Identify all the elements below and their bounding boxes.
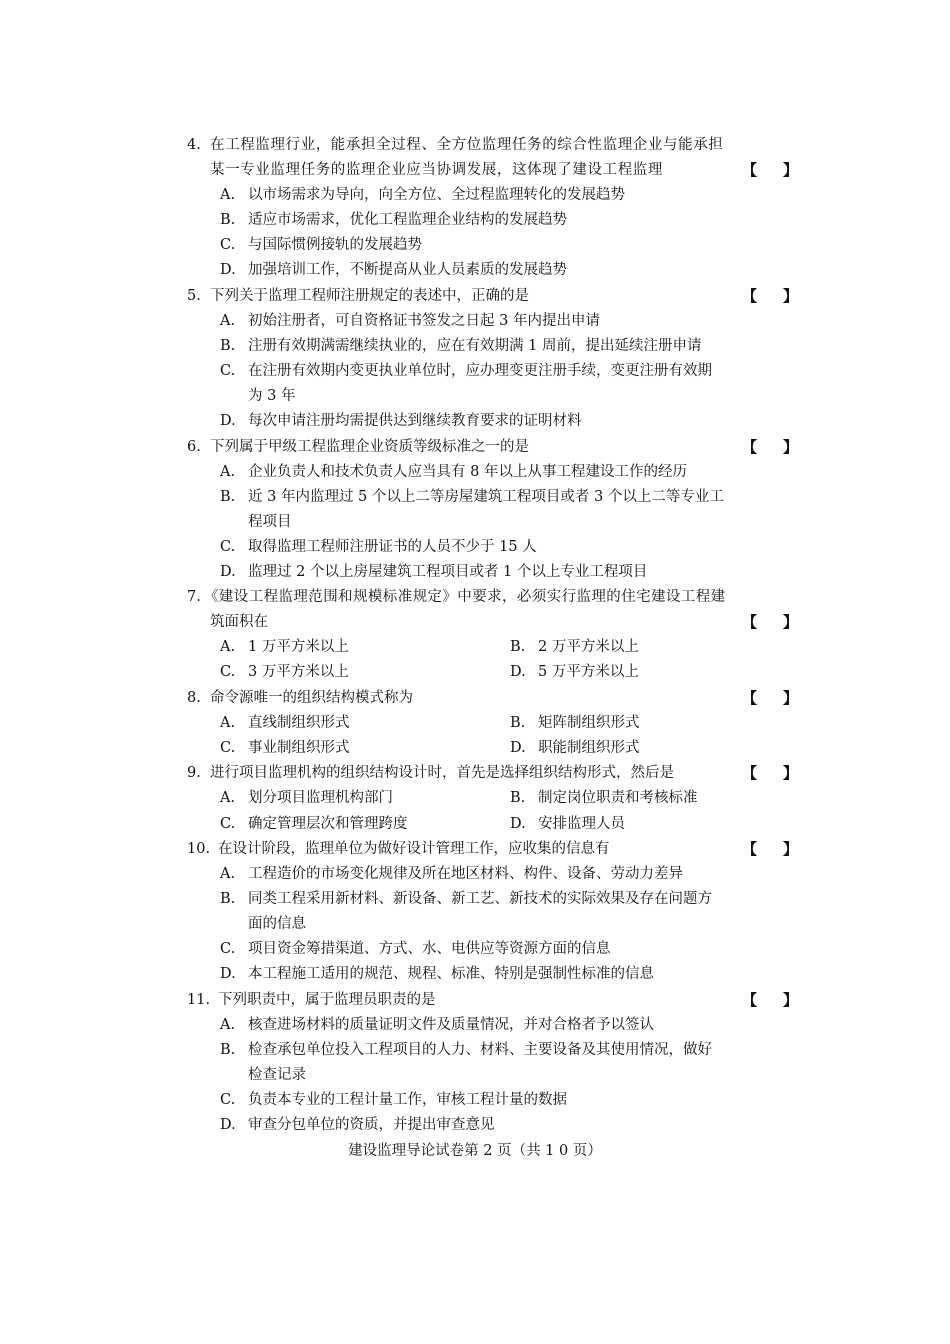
answer-bracket-11: 【 】: [742, 991, 798, 1009]
question-11-option-c: C. 负责本专业的工程计量工作，审核工程计量的数据: [220, 1092, 567, 1108]
question-6-number: 6.: [187, 439, 201, 455]
question-10-stem: 在设计阶段，监理单位为做好设计管理工作，应收集的信息有: [218, 841, 610, 857]
question-9-stem: 进行项目监理机构的组织结构设计时，首先是选择组织结构形式，然后是: [210, 765, 674, 781]
question-4-number: 4.: [187, 137, 201, 153]
question-5-stem: 下列关于监理工程师注册规定的表述中，正确的是: [210, 288, 529, 304]
question-8-stem: 命令源唯一的组织结构模式称为: [210, 690, 413, 706]
question-5-option-c-cont: 为 3 年: [248, 388, 296, 404]
question-9-option-d: D. 安排监理人员: [510, 816, 625, 832]
question-9-option-c: C. 确定管理层次和管理跨度: [220, 816, 408, 832]
question-4-option-a: A. 以市场需求为导向，向全方位、全过程监理转化的发展趋势: [220, 187, 625, 203]
question-4-stem-line-1: 在工程监理行业，能承担全过程、全方位监理任务的综合性监理企业与能承担: [210, 137, 724, 153]
question-6-option-b-cont: 程项目: [248, 514, 292, 530]
question-11-option-b: B. 检查承包单位投入工程项目的人力、材料、主要设备及其使用情况，做好: [220, 1042, 712, 1058]
question-5-number: 5.: [187, 288, 201, 304]
question-10-option-b: B. 同类工程采用新材料、新设备、新工艺、新技术的实际效果及存在问题方: [220, 891, 712, 907]
question-7-number: 7.: [187, 589, 201, 605]
question-7-option-a: A. 1 万平方米以上: [220, 639, 349, 655]
question-10-number: 10.: [187, 841, 211, 857]
question-4-option-b: B. 适应市场需求，优化工程监理企业结构的发展趋势: [220, 212, 567, 228]
answer-bracket-10: 【 】: [742, 840, 798, 858]
question-7-option-b: B. 2 万平方米以上: [510, 639, 639, 655]
question-4-option-d: D. 加强培训工作，不断提高从业人员素质的发展趋势: [220, 262, 567, 278]
question-11-stem: 下列职责中，属于监理员职责的是: [218, 992, 436, 1008]
question-5-option-d: D. 每次申请注册均需提供达到继续教育要求的证明材料: [220, 413, 582, 429]
question-7-stem-line-2: 筑面积在: [210, 614, 268, 630]
question-7-option-c: C. 3 万平方米以上: [220, 664, 349, 680]
question-5-option-c: C. 在注册有效期内变更执业单位时，应办理变更注册手续，变更注册有效期: [220, 363, 712, 379]
question-9-option-b: B. 制定岗位职责和考核标准: [510, 790, 698, 806]
question-10-option-b-cont: 面的信息: [248, 916, 306, 932]
question-8-option-c: C. 事业制组织形式: [220, 740, 350, 756]
question-11-option-a: A. 核查进场材料的质量证明文件及质量情况，并对合格者予以签认: [220, 1017, 654, 1033]
question-8-option-d: D. 职能制组织形式: [510, 740, 640, 756]
answer-bracket-8: 【 】: [742, 689, 798, 707]
question-8-option-b: B. 矩阵制组织形式: [510, 715, 640, 731]
answer-bracket-7: 【 】: [742, 613, 798, 631]
question-5-option-a: A. 初始注册者，可自资格证书签发之日起 3 年内提出申请: [220, 313, 600, 329]
question-7-option-d: D. 5 万平方米以上: [510, 664, 639, 680]
question-8-number: 8.: [187, 690, 201, 706]
answer-bracket-5: 【 】: [742, 287, 798, 305]
question-6-stem: 下列属于甲级工程监理企业资质等级标准之一的是: [210, 439, 529, 455]
question-6-option-c: C. 取得监理工程师注册证书的人员不少于 15 人: [220, 539, 537, 555]
question-9-option-a: A. 划分项目监理机构部门: [220, 790, 393, 806]
question-11-number: 11.: [187, 992, 211, 1008]
question-6-option-d: D. 监理过 2 个以上房屋建筑工程项目或者 1 个以上专业工程项目: [220, 564, 648, 580]
question-10-option-a: A. 工程造价的市场变化规律及所在地区材料、构件、设备、劳动力差异: [220, 866, 683, 882]
question-4-stem-line-2: 某一专业监理任务的监理企业应当协调发展，这体现了建设工程监理: [210, 162, 663, 178]
question-5-option-b: B. 注册有效期满需继续执业的，应在有效期满 1 周前，提出延续注册申请: [220, 338, 702, 354]
question-11-option-d: D. 审查分包单位的资质，并提出审查意见: [220, 1117, 495, 1133]
question-11-option-b-cont: 检查记录: [248, 1067, 306, 1083]
question-6-option-a: A. 企业负责人和技术负责人应当具有 8 年以上从事工程建设工作的经历: [220, 464, 687, 480]
answer-bracket-9: 【 】: [742, 764, 798, 782]
question-7-stem-line-1: 《建设工程监理范围和规模标准规定》中要求，必须实行监理的住宅建设工程建: [204, 589, 726, 605]
page-footer: 建设监理导论试卷第 2 页（共 1 0 页）: [348, 1143, 602, 1159]
question-6-option-b: B. 近 3 年内监理过 5 个以上二等房屋建筑工程项目或者 3 个以上二等专业工: [220, 489, 724, 505]
answer-bracket-6: 【 】: [742, 438, 798, 456]
question-4-option-c: C. 与国际惯例接轨的发展趋势: [220, 237, 422, 253]
question-10-option-c: C. 项目资金筹措渠道、方式、水、电供应等资源方面的信息: [220, 941, 611, 957]
question-10-option-d: D. 本工程施工适用的规范、规程、标准、特别是强制性标准的信息: [220, 966, 654, 982]
question-9-number: 9.: [187, 765, 201, 781]
question-8-option-a: A. 直线制组织形式: [220, 715, 350, 731]
answer-bracket-4: 【 】: [742, 161, 798, 179]
